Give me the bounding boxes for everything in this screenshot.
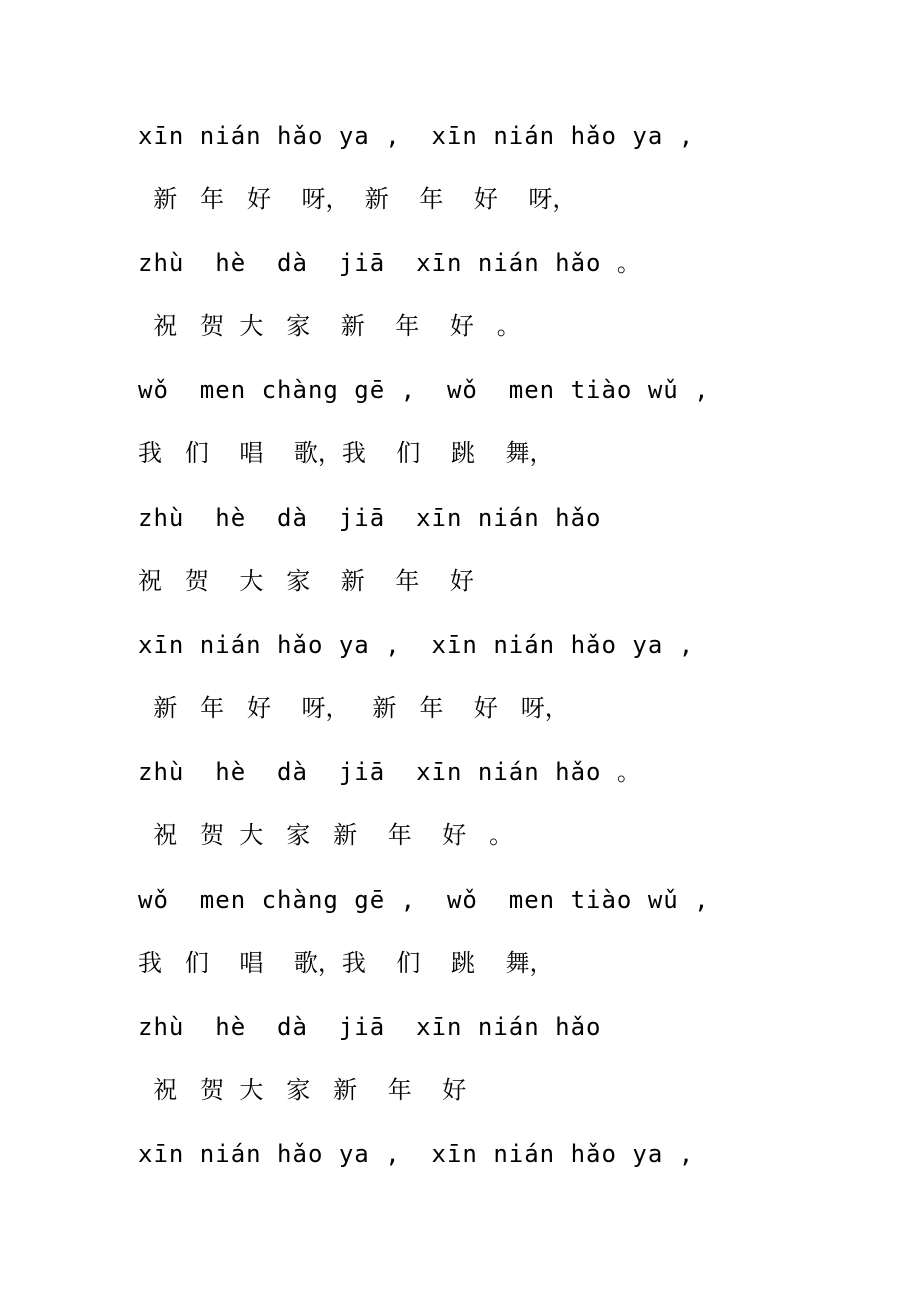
pinyin-line-7: wǒ men chàng gē , wǒ men tiào wǔ , [138,886,710,914]
hanzi-line-5: 新 年 好 呀， 新 年 好 呀， [138,694,569,722]
hanzi-line-1: 新 年 好 呀， 新 年 好 呀， [138,185,577,213]
hanzi-line-8: 祝 贺 大 家 新 年 好 [138,1076,467,1104]
pinyin-line-5: xīn nián hǎo ya , xīn nián hǎo ya , [138,631,695,659]
hanzi-line-2: 祝 贺 大 家 新 年 好 。 [138,312,521,340]
hanzi-line-3: 我 们 唱 歌，我 们 跳 舞， [138,439,554,467]
pinyin-line-6: zhù hè dà jiā xīn nián hǎo 。 [138,758,642,786]
pinyin-line-8: zhù hè dà jiā xīn nián hǎo [138,1013,602,1041]
pinyin-line-4: zhù hè dà jiā xīn nián hǎo [138,504,602,532]
hanzi-line-6: 祝 贺 大 家 新 年 好 。 [138,821,514,849]
hanzi-line-4: 祝 贺 大 家 新 年 好 [138,567,474,595]
hanzi-line-7: 我 们 唱 歌，我 们 跳 舞， [138,949,554,977]
pinyin-line-9: xīn nián hǎo ya , xīn nián hǎo ya , [138,1140,695,1168]
pinyin-line-1: xīn nián hǎo ya , xīn nián hǎo ya , [138,122,695,150]
pinyin-line-3: wǒ men chàng gē , wǒ men tiào wǔ , [138,376,710,404]
pinyin-line-2: zhù hè dà jiā xīn nián hǎo 。 [138,249,642,277]
